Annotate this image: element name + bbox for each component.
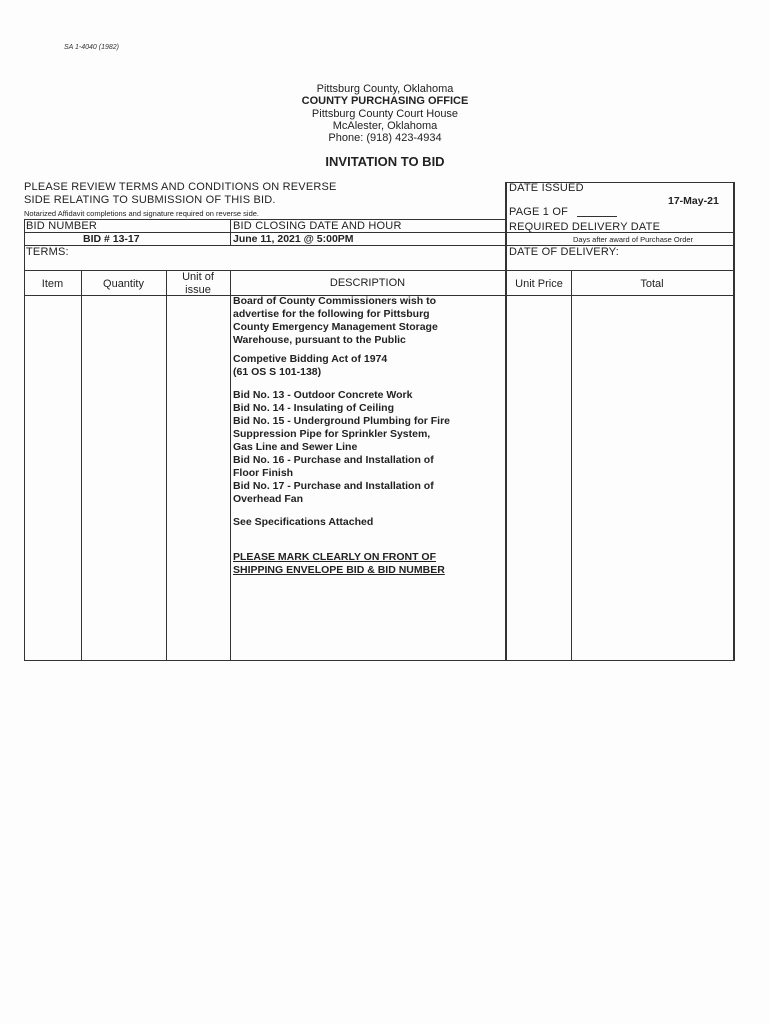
divider [81, 270, 82, 661]
bid-item-line: Bid No. 15 - Underground Plumbing for Fire [233, 415, 450, 427]
specifications-note: See Specifications Attached [233, 516, 374, 528]
divider [166, 270, 167, 661]
column-header-description: DESCRIPTION [329, 277, 406, 289]
notice-line-1: PLEASE REVIEW TERMS AND CONDITIONS ON REVERSE [24, 181, 337, 193]
terms-label: TERMS: [26, 246, 69, 258]
notice-small: Notarized Affidavit completions and signature required on reverse side. [24, 209, 259, 218]
column-header-unit-issue: issue [185, 284, 211, 296]
date-issued-value: 17-May-21 [668, 195, 719, 207]
divider [571, 270, 572, 661]
divider [733, 182, 735, 661]
description-block [233, 295, 501, 577]
divider [230, 219, 231, 245]
bid-number-value: BID # 13-17 [83, 233, 140, 245]
page-label: PAGE 1 OF [509, 206, 569, 218]
column-header-item: Item [41, 278, 64, 290]
description-line: advertise for the following for Pittsburg [233, 308, 430, 320]
divider [505, 182, 507, 661]
divider [24, 245, 506, 246]
office-name: COUNTY PURCHASING OFFICE [301, 95, 469, 107]
notice-line-2: SIDE RELATING TO SUBMISSION OF THIS BID. [24, 194, 276, 206]
bid-item-line: Floor Finish [233, 467, 294, 479]
description-line: Board of County Commissioners wish to [233, 295, 437, 307]
mark-instruction: PLEASE MARK CLEARLY ON FRONT OF [233, 551, 437, 563]
delivery-note: Days after award of Purchase Order [573, 235, 694, 244]
bid-item-line: Bid No. 14 - Insulating of Ceiling [233, 402, 395, 414]
city-name: McAlester, Oklahoma [332, 120, 438, 132]
bid-item-line: Overhead Fan [233, 493, 304, 505]
bid-closing-label: BID CLOSING DATE AND HOUR [233, 220, 402, 232]
date-issued-label: DATE ISSUED [509, 182, 584, 194]
phone-number: Phone: (918) 423-4934 [328, 132, 442, 144]
column-header-unit-price: Unit Price [515, 278, 563, 290]
column-header-quantity: Quantity [103, 278, 144, 290]
divider [24, 660, 734, 661]
bid-item-line: Suppression Pipe for Sprinkler System, [233, 428, 431, 440]
column-header-total: Total [640, 278, 664, 290]
date-of-delivery-label: DATE OF DELIVERY: [509, 246, 619, 258]
divider [230, 270, 231, 661]
description-line: Warehouse, pursuant to the Public [233, 334, 406, 346]
description-line: County Emergency Management Storage [233, 321, 438, 333]
form-number: SA 1-4040 (1982) [64, 44, 119, 51]
description-line: (61 OS S 101-138) [233, 366, 322, 378]
divider [24, 270, 734, 271]
bid-number-label: BID NUMBER [26, 220, 98, 232]
building-name: Pittsburg County Court House [311, 108, 459, 120]
bid-item-line: Bid No. 13 - Outdoor Concrete Work [233, 389, 413, 401]
bid-item-line: Bid No. 17 - Purchase and Installation of [233, 480, 434, 492]
column-header-unit: Unit of [182, 271, 214, 283]
divider [577, 216, 617, 217]
bid-closing-value: June 11, 2021 @ 5:00PM [233, 233, 354, 245]
mark-instruction: SHIPPING ENVELOPE BID & BID NUMBER [233, 564, 445, 576]
description-line: Competive Bidding Act of 1974 [233, 353, 388, 365]
page-title: INVITATION TO BID [325, 154, 445, 169]
bid-item-line: Gas Line and Sewer Line [233, 441, 358, 453]
required-delivery-label: REQUIRED DELIVERY DATE [509, 221, 661, 233]
bid-item-line: Bid No. 16 - Purchase and Installation of [233, 454, 434, 466]
county-name: Pittsburg County, Oklahoma [316, 83, 454, 95]
